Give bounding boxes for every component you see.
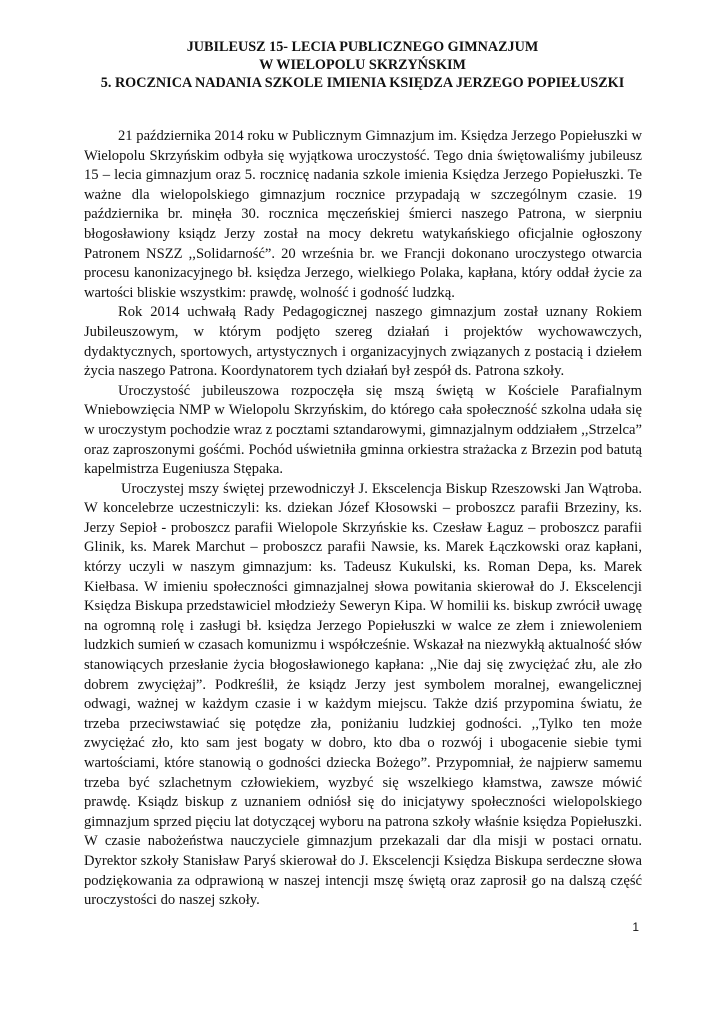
paragraph: Uroczystej mszy świętej przewodniczył J. Ekscelencja Biskup Rzeszowski Jan Wątroba. W koncelebrze uczestniczyli: ks. dziekan Józef Kłosowski – proboszcz parafii Brzeziny, ks. Jerzy Sepioł - proboszcz parafii Wielopole Skrzyńskie ks. Czesław Łaguz – proboszcz parafii Glinik, ks. Marek Marchut – proboszcz parafii Nawsie, ks. Marek Łączkowski oraz kapłani, którzy uczyli w naszym gimnazjum: ks. Tadeusz Kukulski, ks. Roman Depa, ks. Marek Kiełbasa. W imieniu społeczności gimnazjalnej słowa powitania skierował do J. Ekscelencji Księdza Biskupa przedstawiciel młodzieży Seweryn Kipa. W homilii ks. biskup zwrócił uwagę na ogromną rolę i zasługi bł. księdza Jerzego Popiełuszki w walce ze złem i zniewoleniem ludzkich sumień w czasach komunizmu i współcześnie. Wskazał na niezwykłą aktualność słów stanowiących przesłanie życia błogosławionego kapłana: ,,Nie daj się zwyciężać złu, ale zło dobrem zwyciężaj”. Podkreślił, że ksiądz Jerzy jest symbolem moralnej, ewangelicznej odwagi, ważnej w każdym czasie i w każdym miejscu. Także dziś przypomina światu, że trzeba przeciwstawiać się potędze zła, poniżaniu ludzkiej godności. ,,Tylko ten może zwyciężać zło, kto sam jest bogaty w dobro, kto dba o rozwój i ubogacenie siebie tymi wartościami, które stanowią o godności dziecka Bożego”. Przypomniał, że najpierw samemu trzeba być szlachetnym człowiekiem, wyzbyć się wszelkiego kłamstwa, zawsze mówić prawdę. Ksiądz biskup z uznaniem odniósł się do inicjatywy społeczności wielopolskiego gimnazjum sprzed pięciu lat dotyczącej wyboru na patrona szkoły właśnie księdza Popiełuszki. W czasie nabożeństwa nauczyciele gimnazjum przekazali dar dla misji w postaci ornatu. Dyrektor szkoły Stanisław Paryś skierował do J. Ekscelencji Księdza Biskupa serdeczne słowa podziękowania za odprawioną w naszej intencji mszę świętą oraz zaprosił go na dalszą część uroczystości do naszej szkoły.: [84, 480, 642, 909]
paragraph: 21 października 2014 roku w Publicznym Gimnazjum im. Księdza Jerzego Popiełuszki w Wielopolu Skrzyńskim odbyła się wyjątkowa uroczystość. Tego dnia świętowaliśmy jubileusz 15 – lecia gimnazjum oraz 5. rocznicę nadania szkole imienia Księdza Jerzego Popiełuszki. Te ważne dla wielopolskiego gimnazjum rocznice przypadają w szczególnym czasie. 19 października br. minęła 30. rocznica męczeńskiej śmierci naszego Patrona, w sierpniu błogosławiony ksiądz Jerzy został na mocy dekretu watykańskiego oficjalnie ogłoszony Patronem NSZZ ,,Solidarność”. 20 września br. we Francji dokonano uroczystego otwarcia procesu kanonizacyjnego bł. księdza Jerzego, wielkiego Polaka, kapłana, który oddał życie za wartości bliskie wszystkim: prawdę, wolność i godność ludzką.: [84, 128, 642, 301]
title-line-3: 5. ROCZNICA NADANIA SZKOLE IMIENIA KSIĘDZA JERZEGO POPIEŁUSZKI: [100, 75, 625, 91]
title-line-2: W WIELOPOLU SKRZYŃSKIM: [259, 57, 466, 73]
document-title: [60, 38, 665, 92]
title-line-1: JUBILEUSZ 15- LECIA PUBLICZNEGO GIMNAZJUM: [186, 39, 539, 55]
paragraph: Uroczystość jubileuszowa rozpoczęła się mszą świętą w Kościele Parafialnym Wniebowzięcia NMP w Wielopolu Skrzyńskim, do którego cała społeczność szkolna udała się w uroczystym pochodzie wraz z pocztami sztandarowymi, gimnazjalnym oddziałem ,,Strzelca” oraz zaproszonymi gośćmi. Pochód uświetniła gminna orkiestra strażacka z Brzezin pod batutą kapelmistrza Eugeniusza Stępaka.: [84, 382, 642, 478]
paragraph: Rok 2014 uchwałą Rady Pedagogicznej naszego gimnazjum został uznany Rokiem Jubileuszowym, w którym podjęto szereg działań i projektów wychowawczych, dydaktycznych, sportowych, artystycznych i organizacyjnych związanych z postacią i dziełem życia naszego Patrona. Koordynatorem tych działań był zespół ds. Patrona szkoły.: [84, 304, 642, 380]
page-number: 1: [632, 920, 639, 934]
document-body: [84, 127, 642, 911]
